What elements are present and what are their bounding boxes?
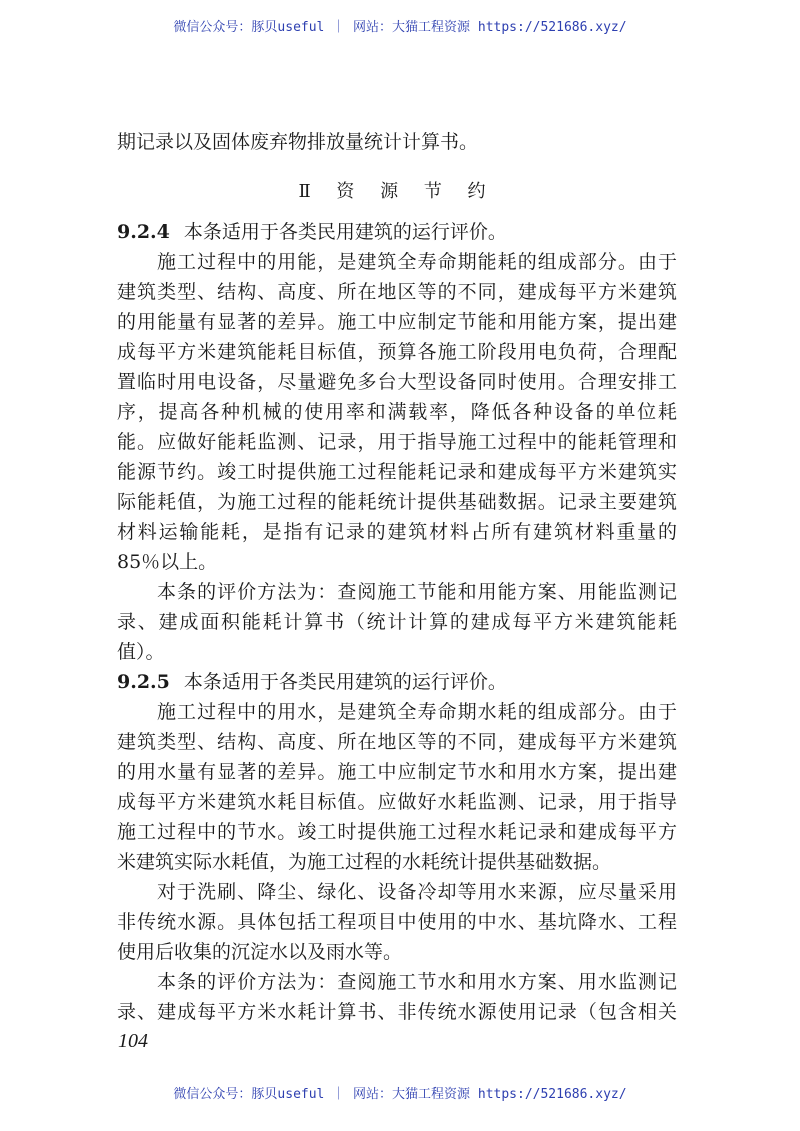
text-line: 的用水量有显著的差异。施工中应制定节水和用水方案，提出建 — [117, 761, 677, 783]
watermark-bottom: 微信公众号：豚贝useful ｜ 网站：大猫工程资源 https://521686.xyz/ — [173, 1087, 627, 1102]
text-line: 期记录以及固体废弃物排放量统计计算书。 — [117, 131, 479, 153]
watermark-top: 微信公众号：豚贝useful ｜ 网站：大猫工程资源 https://521686.xyz/ — [173, 20, 627, 35]
text-line: 建筑类型、结构、高度、所在地区等的不同，建成每平方米建筑 — [117, 281, 677, 303]
text-line: 对于洗刷、降尘、绿化、设备冷却等用水来源，应尽量采用 — [157, 881, 677, 903]
text-line: 能。应做好能耗监测、记录，用于指导施工过程中的能耗管理和 — [117, 431, 677, 453]
text-line: 录、建成面积能耗计算书（统计计算的建成每平方米建筑能耗 — [117, 611, 677, 633]
text-line: 材料运输能耗，是指有记录的建筑材料占所有建筑材料重量的 — [117, 521, 677, 543]
text-line: 录、建成每平方米水耗计算书、非传统水源使用记录（包含相关 — [117, 1001, 677, 1023]
clause-line — [117, 217, 677, 247]
text-line: 本条的评价方法为：查阅施工节能和用能方案、用能监测记 — [157, 581, 677, 603]
text-line: 本条的评价方法为：查阅施工节水和用水方案、用水监测记 — [157, 971, 677, 993]
text-line: 施工过程中的用水，是建筑全寿命期水耗的组成部分。由于 — [157, 701, 677, 723]
clause-line — [117, 667, 677, 697]
text-line: 际能耗值，为施工过程的能耗统计提供基础数据。记录主要建筑 — [117, 491, 677, 513]
page-body — [117, 127, 677, 1027]
section-heading: Ⅱ 资 源 节 约 — [298, 181, 496, 202]
clause-number: 9.2.5 — [117, 671, 170, 693]
text-line: 成每平方米建筑能耗目标值，预算各施工阶段用电负荷，合理配 — [117, 341, 677, 363]
clause-text: 本条适用于各类民用建筑的运行评价。 — [183, 221, 507, 243]
text-line: 非传统水源。具体包括工程项目中使用的中水、基坑降水、工程 — [117, 911, 677, 933]
text-line: 米建筑实际水耗值，为施工过程的水耗统计提供基础数据。 — [117, 851, 612, 873]
text-line: 85％以上。 — [117, 551, 218, 573]
text-line: 施工过程中的节水。竣工时提供施工过程水耗记录和建成每平方 — [117, 821, 677, 843]
text-line: 的用能量有显著的差异。施工中应制定节能和用能方案，提出建 — [117, 311, 677, 333]
text-line: 使用后收集的沉淀水以及雨水等。 — [117, 941, 403, 963]
clause-number: 9.2.4 — [117, 221, 170, 243]
page-number: 104 — [118, 1030, 148, 1052]
text-line: 值）。 — [117, 641, 165, 663]
text-line: 成每平方米建筑水耗目标值。应做好水耗监测、记录，用于指导 — [117, 791, 677, 813]
text-line: 能源节约。竣工时提供施工过程能耗记录和建成每平方米建筑实 — [117, 461, 677, 483]
text-line: 建筑类型、结构、高度、所在地区等的不同，建成每平方米建筑 — [117, 731, 677, 753]
text-line: 置临时用电设备，尽量避免多台大型设备同时使用。合理安排工 — [117, 371, 677, 393]
text-line: 施工过程中的用能，是建筑全寿命期能耗的组成部分。由于 — [157, 251, 677, 273]
clause-text: 本条适用于各类民用建筑的运行评价。 — [183, 671, 507, 693]
text-line: 序，提高各种机械的使用率和满载率，降低各种设备的单位耗 — [117, 401, 677, 423]
